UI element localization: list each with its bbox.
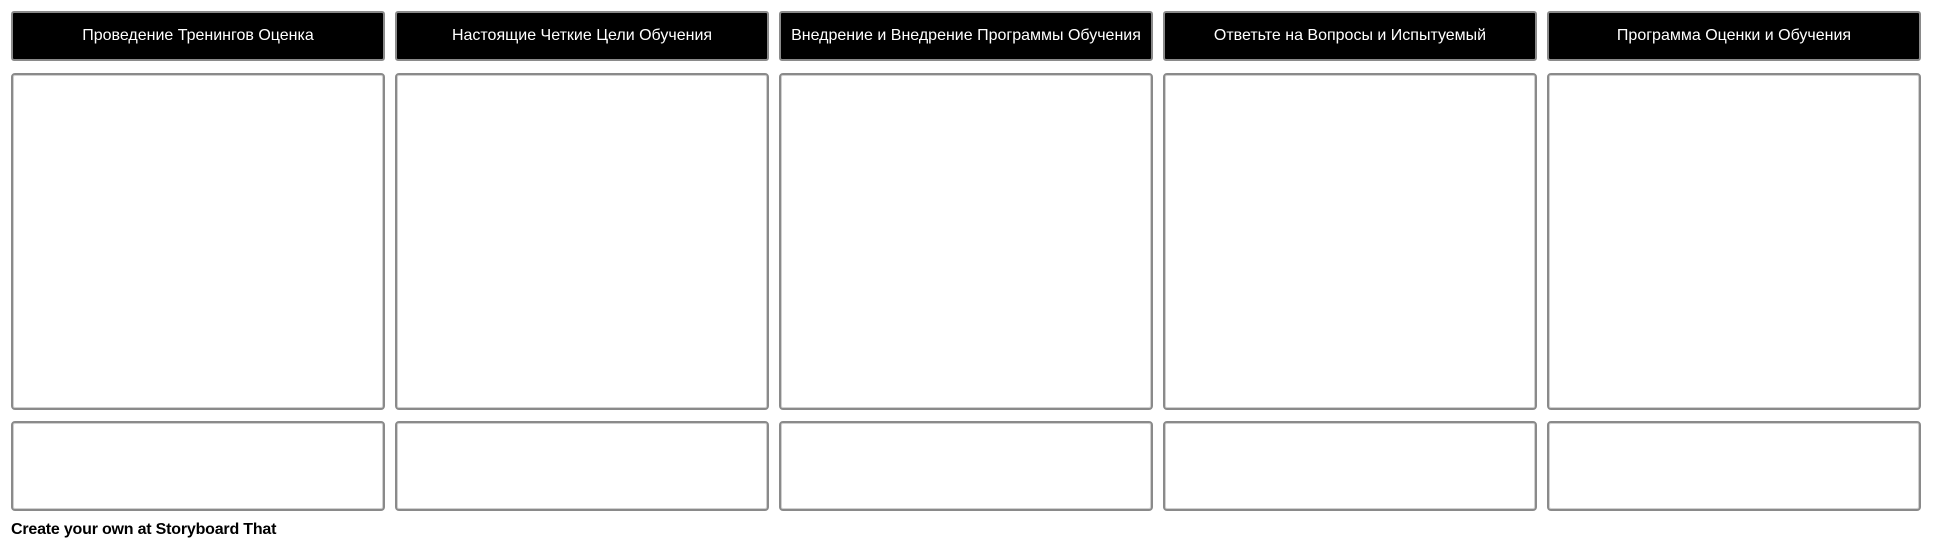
description-cell[interactable] xyxy=(395,421,769,511)
scene-cell[interactable] xyxy=(779,73,1153,410)
scene-cell[interactable] xyxy=(1547,73,1921,410)
storyboard-column-5 xyxy=(1547,11,1921,511)
storyboard-column-3 xyxy=(779,11,1153,511)
storyboard-grid xyxy=(11,11,1922,511)
description-cell[interactable] xyxy=(1547,421,1921,511)
column-title: Проведение Тренингов Оценка xyxy=(82,27,314,44)
storyboard-column-2 xyxy=(395,11,769,511)
description-cell[interactable] xyxy=(1163,421,1537,511)
column-title: Программа Оценки и Обучения xyxy=(1616,27,1852,44)
column-title-cell[interactable] xyxy=(11,11,385,61)
description-cell[interactable] xyxy=(11,421,385,511)
scene-cell[interactable] xyxy=(11,73,385,410)
column-title-cell[interactable] xyxy=(395,11,769,61)
column-title-cell[interactable] xyxy=(1547,11,1921,61)
storyboard-that-credit: Create your own at Storyboard That xyxy=(11,521,277,538)
scene-cell[interactable] xyxy=(395,73,769,410)
storyboard-column-4 xyxy=(1163,11,1537,511)
description-cell[interactable] xyxy=(779,421,1153,511)
column-title-cell[interactable] xyxy=(1163,11,1537,61)
column-title: Ответьте на Вопросы и Испытуемый xyxy=(1213,27,1487,44)
column-title: Внедрение и Внедрение Программы Обучения xyxy=(791,27,1141,44)
scene-cell[interactable] xyxy=(1163,73,1537,410)
column-title-cell[interactable] xyxy=(779,11,1153,61)
column-title: Настоящие Четкие Цели Обучения xyxy=(451,27,713,44)
storyboard-column-1 xyxy=(11,11,385,511)
